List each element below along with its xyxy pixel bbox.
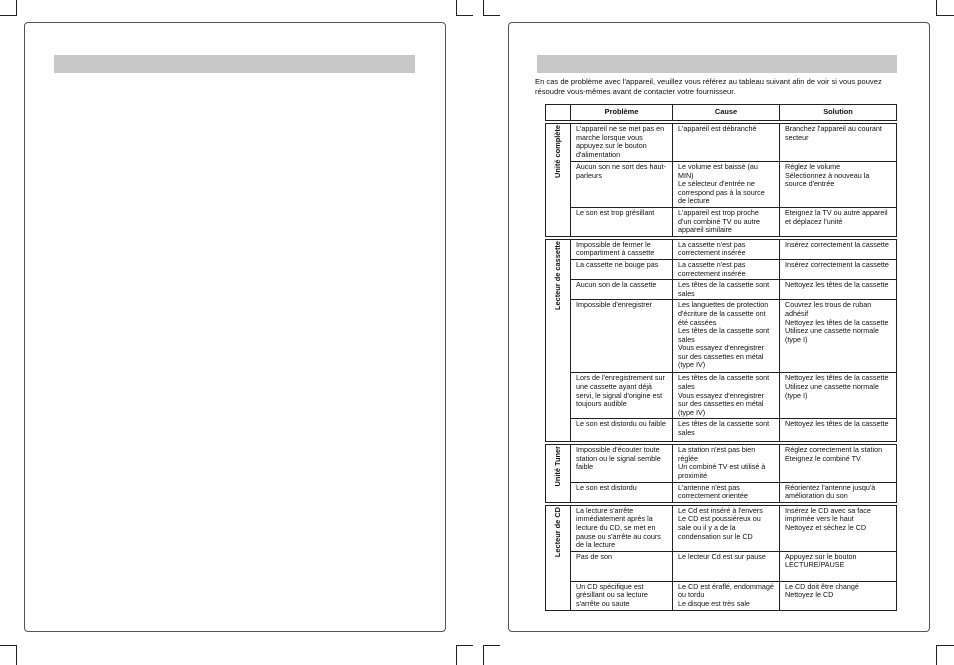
problem-cell: Pas de son	[571, 551, 673, 581]
left-page-header-bar	[54, 55, 415, 73]
cause-cell: Les têtes de la cassette sont sales	[673, 419, 780, 442]
table-row	[546, 162, 897, 208]
header-problem: Problème	[571, 105, 673, 121]
section-label: Unité Tuner	[546, 445, 571, 503]
header-blank	[546, 105, 571, 121]
problem-cell: Le son est distordu ou faible	[571, 419, 673, 442]
problem-cell: Impossible de fermer le compartiment à cassette	[571, 239, 673, 259]
solution-cell: Nettoyez les têtes de la cassette Utilisez une cassette normale (type I)	[780, 373, 897, 419]
problem-cell: Impossible d'enregistrer	[571, 300, 673, 373]
table-row	[546, 505, 897, 551]
section-label: Unité complète	[546, 124, 571, 237]
cause-cell: Le lecteur Cd est sur pause	[673, 551, 780, 581]
cause-cell: La station n'est pas bien réglée Un combiné TV est utilisé à proximité	[673, 445, 780, 482]
solution-cell: Insérez correctement la cassette	[780, 259, 897, 279]
solution-cell: Nettoyez les têtes de la cassette	[780, 280, 897, 300]
cause-cell: Les têtes de la cassette sont sales	[673, 280, 780, 300]
cause-cell: L'appareil est trop proche d'un combiné TV ou autre appareil similaire	[673, 207, 780, 236]
table-row	[546, 124, 897, 162]
cause-cell: Les languettes de protection d'écriture de la cassette ont été cassées Les têtes de la cassette sont sales Vous essayez d'enregistrer sur des cassettes en métal (type IV)	[673, 300, 780, 373]
problem-cell: L'appareil ne se met pas en marche lorsque vous appuyez sur le bouton d'alimentation	[571, 124, 673, 162]
solution-cell: Eteignez la TV ou autre appareil et déplacez l'unité	[780, 207, 897, 236]
solution-cell: Insérez correctement la cassette	[780, 239, 897, 259]
table-row	[546, 445, 897, 482]
solution-cell: Couvrez les trous de ruban adhésif Nettoyez les têtes de la cassette Utilisez une cassette normale (type I)	[780, 300, 897, 373]
table-row	[546, 280, 897, 300]
problem-cell: Le son est distordu	[571, 482, 673, 502]
header-cause: Cause	[673, 105, 780, 121]
section-label: Lecteur de CD	[546, 505, 571, 610]
table-row	[546, 207, 897, 236]
cause-cell: Le Cd est inséré à l'envers Le CD est poussiéreux ou sale ou il y a de la condensation sur le CD	[673, 505, 780, 551]
cause-cell: La cassette n'est pas correctement insérée	[673, 239, 780, 259]
solution-cell: Nettoyez les têtes de la cassette	[780, 419, 897, 442]
cause-cell: Le CD est éraflé, endommagé ou tordu Le disque est très sale	[673, 581, 780, 610]
solution-cell: Réglez correctement la station Eteignez le combiné TV	[780, 445, 897, 482]
problem-cell: Lors de l'enregistrement sur une cassette ayant déjà servi, le signal d'origine est toujours audible	[571, 373, 673, 419]
cause-cell: L'appareil est débranché	[673, 124, 780, 162]
table-row	[546, 259, 897, 279]
troubleshooting-table	[545, 104, 897, 611]
table-header-row	[546, 105, 897, 121]
intro-paragraph: En cas de problème avec l'appareil, veuillez vous référez au tableau suivant afin de voir si vous pouvez résoudre vous-mêmes avant de contacter votre fournisseur.	[535, 77, 882, 97]
table-row	[546, 581, 897, 610]
solution-cell: Branchez l'appareil au courant secteur	[780, 124, 897, 162]
header-solution: Solution	[780, 105, 897, 121]
solution-cell: Réorientez l'antenne jusqu'à amélioration du son	[780, 482, 897, 502]
solution-cell: Le CD doit être changé Nettoyez le CD	[780, 581, 897, 610]
table-row	[546, 482, 897, 502]
solution-cell: Insérez le CD avec sa face imprimée vers le haut Nettoyez et séchez le CD	[780, 505, 897, 551]
section-label: Lecteur de cassette	[546, 239, 571, 442]
cause-cell: L'antenne n'est pas correctement orientée	[673, 482, 780, 502]
table-row	[546, 239, 897, 259]
solution-cell: Appuyez sur le bouton LECTURE/PAUSE	[780, 551, 897, 581]
left-page	[24, 22, 446, 632]
problem-cell: La lecture s'arrête immédiatement après la lecture du CD, se met en pause ou s'arrête au cours de la lecture	[571, 505, 673, 551]
right-page-header-bar	[537, 55, 897, 73]
solution-cell: Réglez le volume Sélectionnez à nouveau la source d'entrée	[780, 162, 897, 208]
cause-cell: Les têtes de la cassette sont sales Vous essayez d'enregistrer sur des cassettes en métal (type IV)	[673, 373, 780, 419]
problem-cell: Aucun son de la cassette	[571, 280, 673, 300]
problem-cell: Un CD spécifique est grésillant ou sa lecture s'arrête ou saute	[571, 581, 673, 610]
table-row	[546, 300, 897, 373]
problem-cell: Le son est trop grésillant	[571, 207, 673, 236]
table-row	[546, 419, 897, 442]
problem-cell: Impossible d'écouter toute station ou le signal semble faible	[571, 445, 673, 482]
problem-cell: Aucun son ne sort des haut-parleurs	[571, 162, 673, 208]
table-row	[546, 373, 897, 419]
problem-cell: La cassette ne bouge pas	[571, 259, 673, 279]
cause-cell: La cassette n'est pas correctement insérée	[673, 259, 780, 279]
table-row	[546, 551, 897, 581]
cause-cell: Le volume est baissé (au MIN) Le sélecteur d'entrée ne correspond pas à la source de lecture	[673, 162, 780, 208]
